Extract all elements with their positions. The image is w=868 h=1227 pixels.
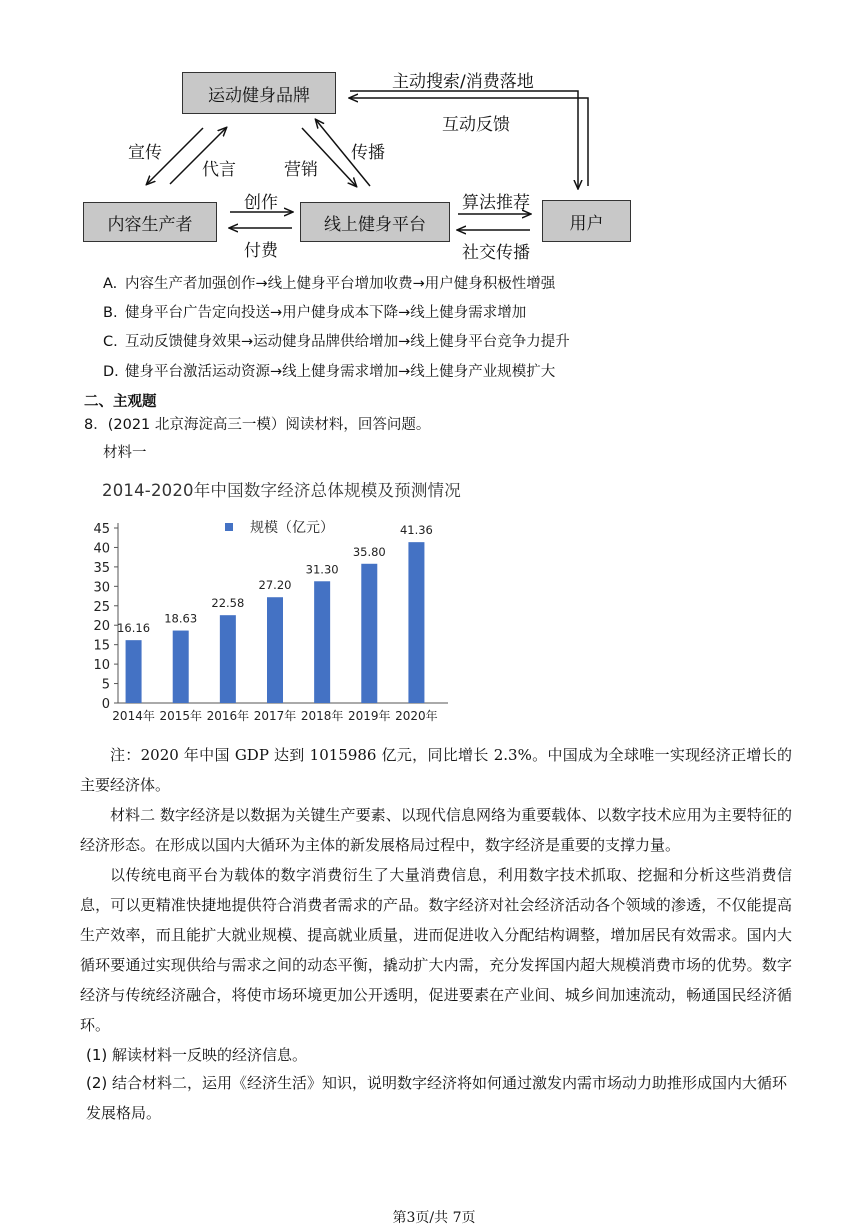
label-algo: 算法推荐 bbox=[462, 193, 530, 213]
y-tick-label: 30 bbox=[93, 580, 110, 596]
option-c bbox=[103, 330, 570, 351]
label-pay: 付费 bbox=[244, 241, 278, 261]
legend-swatch bbox=[225, 523, 233, 531]
chart-title: 2014-2020年中国数字经济总体规模及预测情况 bbox=[102, 481, 461, 500]
x-tick-label: 2018年 bbox=[300, 709, 344, 723]
bar-value-label: 35.80 bbox=[352, 544, 386, 559]
x-tick-label: 2015年 bbox=[159, 709, 202, 723]
x-tick-label: 2019年 bbox=[348, 709, 391, 723]
option-letter: A. bbox=[103, 276, 118, 292]
platform-box: 线上健身平台 bbox=[300, 202, 450, 242]
option-letter: B. bbox=[103, 305, 118, 321]
label-create: 创作 bbox=[244, 193, 278, 213]
flow-diagram bbox=[0, 0, 868, 262]
y-tick-label: 20 bbox=[93, 619, 110, 635]
label-endorse: 代言 bbox=[202, 160, 236, 180]
bar bbox=[408, 542, 424, 703]
x-tick-label: 2016年 bbox=[206, 709, 250, 723]
x-tick-label: 2020年 bbox=[395, 709, 438, 723]
bar bbox=[314, 581, 330, 703]
section-title: 二、主观题 bbox=[84, 394, 157, 410]
option-letter: C. bbox=[103, 334, 118, 350]
label-feedback: 互动反馈 bbox=[442, 115, 510, 135]
y-tick-label: 10 bbox=[93, 658, 110, 674]
option-text: 健身平台广告定向投送→用户健身成本下降→线上健身需求增加 bbox=[125, 305, 527, 321]
user-box: 用户 bbox=[542, 200, 631, 242]
bar-value-label: 31.30 bbox=[305, 562, 339, 577]
y-tick-label: 0 bbox=[101, 697, 110, 712]
question-2: (2) 结合材料二，运用《经济生活》知识，说明数字经济将如何通过激发内需市场动力助推形成国内大循环发展格局。 bbox=[86, 1074, 788, 1122]
x-tick-label: 2017年 bbox=[253, 709, 297, 723]
bar bbox=[220, 615, 236, 703]
option-letter: D. bbox=[103, 364, 119, 380]
option-d bbox=[103, 360, 555, 381]
option-text: 内容生产者加强创作→线上健身平台增加收费→用户健身积极性增强 bbox=[125, 276, 556, 292]
option-text: 互动反馈健身效果→运动健身品牌供给增加→线上健身平台竞争力提升 bbox=[125, 334, 570, 350]
y-tick-label: 15 bbox=[93, 638, 110, 654]
bar-value-label: 22.58 bbox=[211, 596, 245, 611]
label-promo: 宣传 bbox=[128, 143, 162, 163]
material2-paragraph-2: 以传统电商平台为载体的数字消费衍生了大量消费信息，利用数字技术抓取、挖掘和分析这些消费信息，可以更精准快捷地提供符合消费者需求的产品。数字经济对社会经济活动各个领域的渗透，不仅能提高生产效率，而且能扩大就业规模、提高就业质量，进而促进收入分配结构调整，增加居民有效需求。国内大循环要通过实现供给与需求之间的动态平衡，撬动扩大内需，充分发挥国内超大规模消费市场的优势。数字经济与传统经济融合，将使市场环境更加公开透明，促进要素在产业间、城乡间加速流动，畅通国民经济循环。 bbox=[80, 866, 792, 1034]
bar bbox=[126, 640, 142, 703]
bar-value-label: 41.36 bbox=[399, 523, 433, 538]
option-b bbox=[103, 301, 526, 322]
option-a bbox=[103, 272, 555, 293]
legend-label: 规模（亿元） bbox=[250, 520, 334, 536]
label-search: 主动搜索/消费落地 bbox=[392, 72, 534, 92]
y-tick-label: 35 bbox=[93, 560, 110, 576]
bar bbox=[267, 597, 283, 703]
creator-box: 内容生产者 bbox=[83, 202, 217, 242]
bar-value-label: 16.16 bbox=[117, 621, 151, 636]
x-tick-label: 2014年 bbox=[112, 709, 155, 723]
page-footer: 第3页/共 7页 bbox=[392, 1210, 476, 1226]
brand-box: 运动健身品牌 bbox=[182, 72, 336, 114]
y-tick-label: 45 bbox=[93, 522, 110, 537]
bar-chart bbox=[80, 505, 460, 730]
label-spread: 传播 bbox=[351, 143, 385, 163]
material1-label: 材料一 bbox=[103, 445, 147, 461]
y-tick-label: 5 bbox=[101, 677, 110, 693]
bar bbox=[173, 631, 189, 703]
question-header: 8．(2021 北京海淀高三一模）阅读材料，回答问题。 bbox=[84, 417, 431, 433]
question-1: (1) 解读材料一反映的经济信息。 bbox=[86, 1046, 308, 1064]
label-social: 社交传播 bbox=[462, 243, 530, 263]
bar-value-label: 27.20 bbox=[258, 578, 292, 593]
bar-value-label: 18.63 bbox=[164, 611, 198, 626]
chart-note: 注：2020 年中国 GDP 达到 1015986 亿元，同比增长 2.3%。中国成为全球唯一实现经济正增长的主要经济体。 bbox=[80, 746, 792, 794]
option-text: 健身平台激活运动资源→线上健身需求增加→线上健身产业规模扩大 bbox=[125, 364, 556, 380]
bar bbox=[361, 564, 377, 703]
y-tick-label: 40 bbox=[93, 541, 110, 557]
y-tick-label: 25 bbox=[93, 599, 110, 615]
label-marketing: 营销 bbox=[284, 160, 318, 180]
material2-paragraph-1: 材料二 数字经济是以数据为关键生产要素、以现代信息网络为重要载体、以数字技术应用为主要特征的经济形态。在形成以国内大循环为主体的新发展格局过程中，数字经济是重要的支撑力量。 bbox=[80, 806, 792, 854]
